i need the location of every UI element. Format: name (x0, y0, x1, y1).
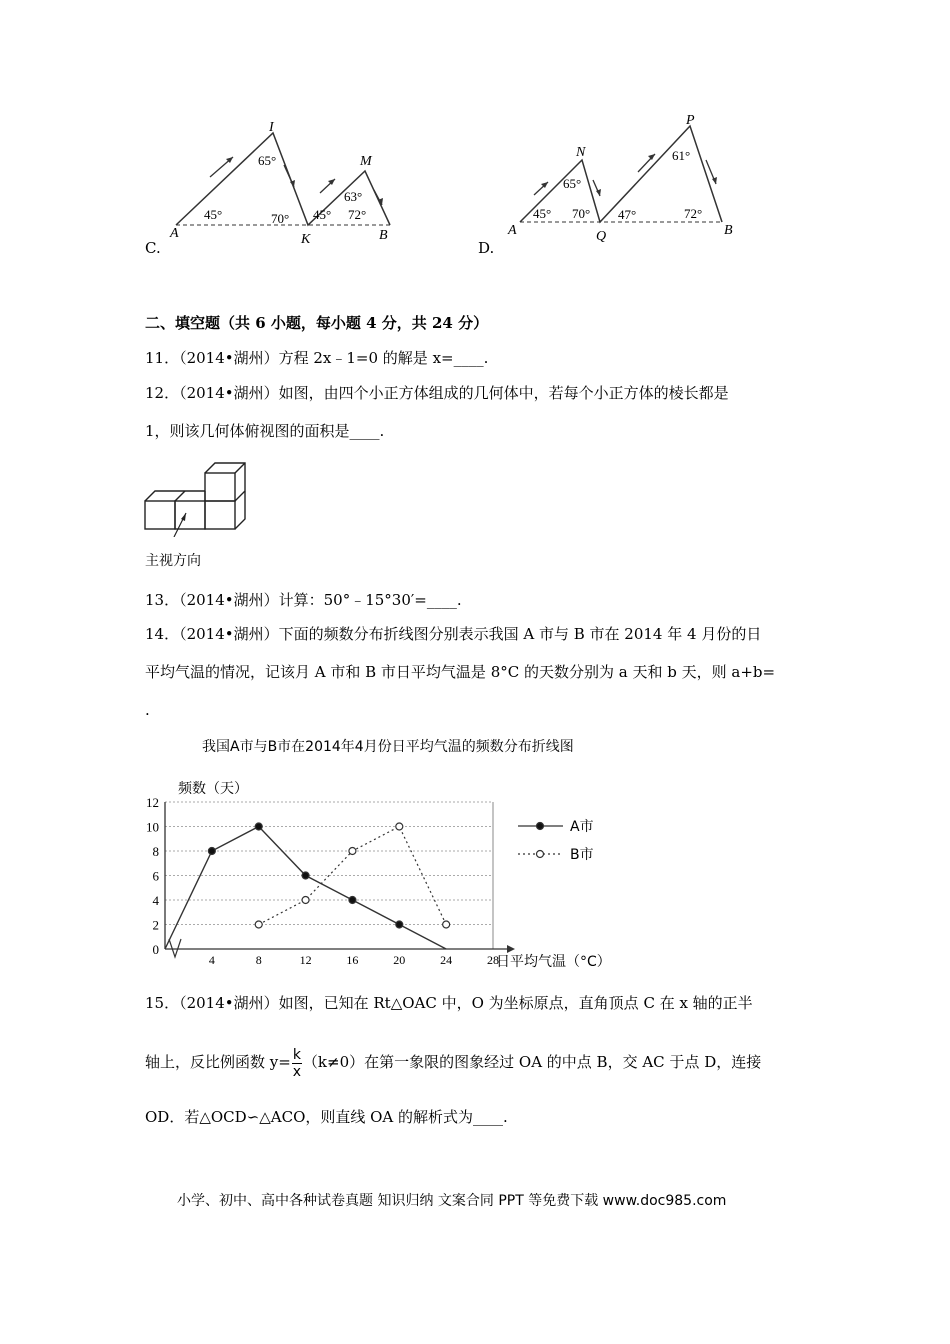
question-14-line1: 14．（2014•湖州）下面的频数分布折线图分别表示我国 A 市与 B 市在 2014 年 4 月份的日 (145, 625, 762, 643)
data-point (302, 872, 309, 879)
chart-xlabel: 日平均气温（°C） (496, 954, 611, 970)
vertex-i: I (269, 120, 274, 135)
data-point (443, 921, 450, 928)
data-point (208, 848, 215, 855)
y-tick-label: 6 (152, 868, 159, 884)
chart-ticks (146, 795, 499, 967)
q15-text-post: （k≠0）在第一象限的图象经过 OA 的中点 B，交 AC 于点 D，连接 (302, 1053, 762, 1071)
vertex-q: Q (596, 229, 607, 244)
x-tick-label: 8 (255, 953, 262, 967)
vertex-p: P (686, 113, 695, 128)
question-15-line3: OD．若△OCD∽△ACO，则直线 OA 的解析式为____. (145, 1108, 508, 1126)
fraction-k-over-x (292, 1047, 302, 1080)
question-15-line2 (145, 1042, 761, 1082)
y-tick-label: 4 (152, 893, 159, 908)
chart-legend (518, 819, 594, 863)
angle-label: 70° (572, 206, 591, 221)
y-tick-label: 10 (146, 819, 159, 835)
y-tick-label: 0 (152, 942, 159, 957)
frequency-chart (140, 732, 660, 980)
fraction-numerator: k (292, 1046, 301, 1063)
chart-ylabel: 频数（天） (178, 781, 248, 797)
x-tick-label: 4 (208, 953, 215, 967)
q15-text-pre: 轴上，反比例函数 y= (145, 1053, 291, 1071)
vertex-n: N (576, 145, 586, 160)
angle-label: 63° (344, 189, 363, 204)
data-point (255, 921, 262, 928)
question-14-line3: . (145, 701, 150, 719)
vertex-a: A (170, 226, 179, 241)
series-line-a (165, 827, 446, 950)
data-point (255, 823, 262, 830)
page-footer: 小学、初中、高中各种试卷真题 知识归纳 文案合同 PPT 等免费下载 www.doc985.com (177, 1193, 727, 1209)
legend-label: A市 (570, 819, 594, 835)
x-tick-label: 20 (393, 953, 406, 967)
chart-title: 我国A市与B市在2014年4月份日平均气温的频数分布折线图 (202, 739, 574, 755)
vertex-b: B (724, 223, 733, 238)
question-14-line2: 平均气温的情况，记该月 A 市和 B 市日平均气温是 8°C 的天数分别为 a 天和 b 天，则 a+b= (145, 663, 776, 681)
data-point (302, 897, 309, 904)
question-15-line1: 15．（2014•湖州）如图，已知在 Rt△OAC 中，O 为坐标原点，直角顶点 C 在 x 轴的正半 (145, 994, 753, 1012)
angle-label: 72° (348, 207, 367, 222)
section-heading: 二、填空题（共 6 小题，每小题 4 分，共 24 分） (145, 314, 489, 332)
data-point (349, 897, 356, 904)
angle-label: 72° (684, 206, 703, 221)
angle-label: 47° (618, 207, 637, 222)
legend-label: B市 (570, 847, 594, 863)
data-point (396, 921, 403, 928)
x-tick-label: 12 (299, 953, 312, 967)
vertex-b: B (379, 228, 388, 243)
angle-label: 65° (563, 176, 582, 191)
x-tick-label: 16 (346, 953, 359, 967)
axis-break (169, 939, 181, 957)
y-tick-label: 2 (152, 917, 159, 933)
x-axis-arrow (507, 945, 515, 953)
angle-label: 45° (533, 206, 552, 221)
x-tick-label: 24 (440, 953, 453, 967)
angle-label: 61° (672, 148, 691, 163)
option-c-label: C. (145, 239, 161, 257)
cube-figure (140, 455, 260, 537)
question-11: 11．（2014•湖州）方程 2x﹣1=0 的解是 x=____. (145, 349, 489, 367)
figure-d (500, 112, 760, 247)
vertex-k: K (301, 232, 311, 247)
question-12-line1: 12．（2014•湖州）如图，由四个小正方体组成的几何体中，若每个小正方体的棱长都是 (145, 384, 729, 402)
data-point (396, 823, 403, 830)
angle-label: 45° (204, 207, 223, 222)
legend-marker (537, 851, 544, 858)
y-tick-label: 8 (152, 844, 159, 859)
question-13: 13．（2014•湖州）计算：50°﹣15°30′=____. (145, 591, 462, 609)
figure-c (160, 115, 420, 250)
legend-marker (537, 823, 544, 830)
option-d-label: D. (478, 239, 495, 257)
x-tick-label: 28 (487, 953, 499, 967)
angle-label: 45° (313, 207, 332, 222)
angle-label: 65° (258, 153, 277, 168)
question-12-line2: 1，则该几何体俯视图的面积是____. (145, 422, 385, 440)
chart-series (165, 823, 450, 949)
chart-axes (165, 802, 515, 957)
vertex-a: A (508, 223, 517, 238)
angle-label: 70° (271, 211, 290, 226)
fraction-denominator: x (292, 1063, 302, 1080)
vertex-m: M (360, 154, 372, 169)
data-point (349, 848, 356, 855)
y-tick-label: 12 (146, 795, 159, 810)
cube-caption: 主视方向 (145, 553, 201, 569)
